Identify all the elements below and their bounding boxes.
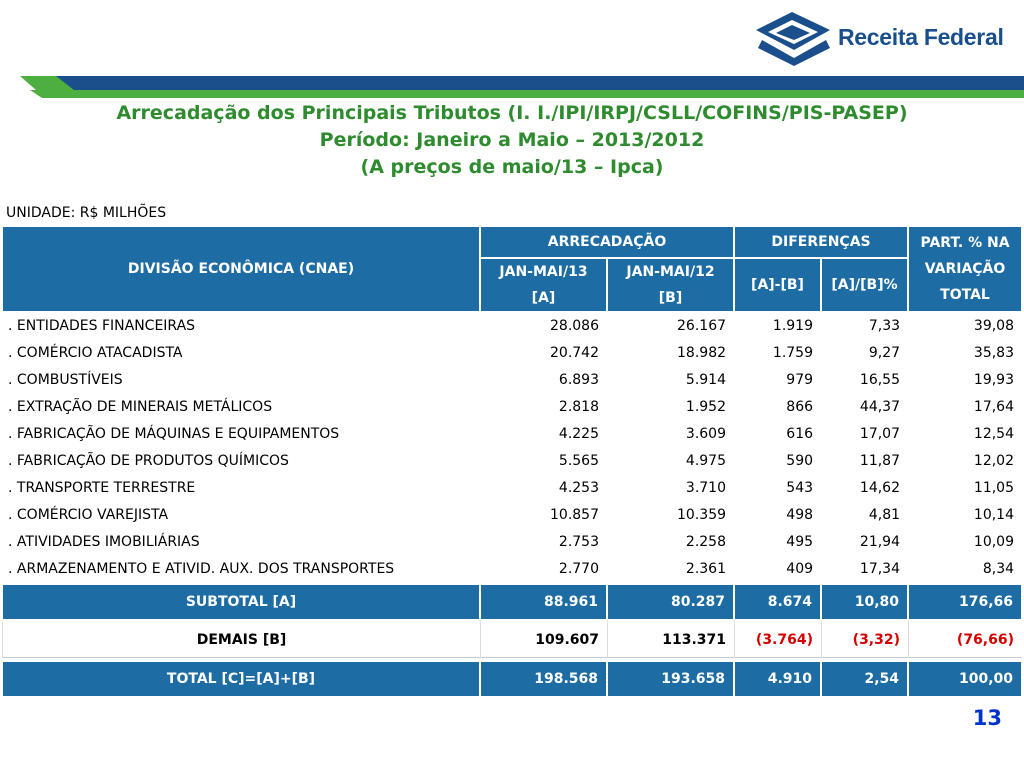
row-name: . COMÉRCIO ATACADISTA — [8, 344, 183, 361]
row-pct: 4,81 — [868, 506, 901, 523]
total-value-b: 193.658 — [607, 658, 734, 696]
row-pct: 44,37 — [859, 398, 901, 415]
row-diff: 495 — [786, 533, 814, 550]
row-value-a: 4.253 — [558, 479, 599, 496]
row-part: 8,34 — [982, 560, 1015, 577]
row-value-a: 28.086 — [550, 317, 599, 334]
col-diff-header: [A]-[B] — [734, 258, 821, 312]
col-part-line-1: PART. % NA — [920, 235, 1010, 251]
row-pct: 21,94 — [859, 533, 901, 550]
col-b-line-1: JAN-MAI/12 — [626, 264, 715, 280]
row-diff: 616 — [786, 425, 814, 442]
table-row — [2, 528, 1022, 555]
table-row — [2, 447, 1022, 474]
demais-label: DEMAIS [B] — [2, 619, 480, 658]
demais-pct: (3,32) — [821, 619, 908, 658]
row-diff: 979 — [786, 371, 814, 388]
row-value-b: 5.914 — [685, 371, 727, 388]
row-value-a: 5.565 — [558, 452, 599, 469]
row-value-b: 2.258 — [685, 533, 727, 550]
col-part-header — [908, 226, 1022, 312]
revenue-table — [2, 226, 1022, 696]
subtotal-part: 176,66 — [908, 582, 1022, 619]
row-pct: 9,27 — [868, 344, 901, 361]
row-name: . COMÉRCIO VAREJISTA — [8, 506, 169, 523]
subtotal-diff: 8.674 — [734, 582, 821, 619]
row-name: . ATIVIDADES IMOBILIÁRIAS — [8, 533, 200, 550]
row-value-b: 3.710 — [685, 479, 727, 496]
row-value-a: 6.893 — [558, 371, 599, 388]
total-diff: 4.910 — [734, 658, 821, 696]
row-part: 10,14 — [973, 506, 1015, 523]
row-pct: 14,62 — [859, 479, 901, 496]
row-diff: 543 — [786, 479, 814, 496]
row-diff: 866 — [786, 398, 814, 415]
total-row — [2, 658, 1022, 696]
row-pct: 11,87 — [859, 452, 901, 469]
row-name: . FABRICAÇÃO DE PRODUTOS QUÍMICOS — [8, 452, 289, 469]
row-diff: 1.759 — [772, 344, 814, 361]
receita-federal-logo — [748, 10, 1004, 68]
row-value-a: 2.753 — [558, 533, 599, 550]
total-part: 100,00 — [908, 658, 1022, 696]
table-row — [2, 339, 1022, 366]
col-a-line-1: JAN-MAI/13 — [499, 264, 588, 280]
header-band — [0, 76, 1024, 98]
row-value-b: 1.952 — [685, 398, 727, 415]
row-value-b: 26.167 — [677, 317, 727, 334]
row-name: . FABRICAÇÃO DE MÁQUINAS E EQUIPAMENTOS — [8, 425, 340, 442]
row-value-a: 4.225 — [558, 425, 599, 442]
total-label: TOTAL [C]=[A]+[B] — [2, 658, 480, 696]
row-part: 19,93 — [973, 371, 1015, 388]
row-part: 11,05 — [973, 479, 1015, 496]
demais-value-a: 109.607 — [480, 619, 607, 658]
table-row — [2, 555, 1022, 582]
title-line-2: Período: Janeiro a Maio – 2013/2012 — [319, 129, 705, 151]
row-name: . COMBUSTÍVEIS — [8, 371, 123, 388]
row-name: . EXTRAÇÃO DE MINERAIS METÁLICOS — [8, 398, 273, 415]
row-part: 39,08 — [973, 317, 1015, 334]
row-pct: 17,07 — [859, 425, 901, 442]
row-value-a: 20.742 — [550, 344, 599, 361]
table-row — [2, 366, 1022, 393]
demais-row — [2, 619, 1022, 658]
row-value-b: 18.982 — [677, 344, 727, 361]
demais-diff: (3.764) — [734, 619, 821, 658]
row-value-a: 2.818 — [558, 398, 599, 415]
row-value-b: 2.361 — [685, 560, 727, 577]
table-row — [2, 420, 1022, 447]
col-a-line-2: [A] — [531, 290, 556, 306]
brand-name: Receita Federal — [838, 24, 1004, 50]
col-pct-header: [A]/[B]% — [821, 258, 908, 312]
title-line-3: (A preços de maio/13 – Ipca) — [360, 156, 664, 178]
row-pct: 17,34 — [859, 560, 901, 577]
title-line-1: Arrecadação dos Principais Tributos (I. I./IPI/IRPJ/CSLL/COFINS/PIS-PASEP) — [116, 102, 908, 124]
row-part: 35,83 — [973, 344, 1015, 361]
table-row — [2, 393, 1022, 420]
row-part: 12,02 — [973, 452, 1015, 469]
table-row — [2, 312, 1022, 339]
row-name: . ENTIDADES FINANCEIRAS — [8, 317, 196, 334]
row-value-b: 4.975 — [685, 452, 727, 469]
row-diff: 590 — [786, 452, 814, 469]
subtotal-pct: 10,80 — [821, 582, 908, 619]
subtotal-label: SUBTOTAL [A] — [2, 582, 480, 619]
row-part: 17,64 — [973, 398, 1015, 415]
group-diferencas-header: DIFERENÇAS — [734, 226, 908, 258]
total-pct: 2,54 — [821, 658, 908, 696]
row-name: . ARMAZENAMENTO E ATIVID. AUX. DOS TRANSPORTES — [8, 560, 395, 577]
page-number: 13 — [972, 706, 1002, 730]
col-a-header — [480, 258, 607, 312]
row-part: 10,09 — [973, 533, 1015, 550]
subtotal-value-b: 80.287 — [607, 582, 734, 619]
col-b-header — [607, 258, 734, 312]
row-part: 12,54 — [973, 425, 1015, 442]
row-value-b: 3.609 — [685, 425, 727, 442]
col-division-header: DIVISÃO ECONÔMICA (CNAE) — [2, 226, 480, 312]
table-row — [2, 474, 1022, 501]
col-b-line-2: [B] — [658, 290, 683, 306]
row-diff: 1.919 — [772, 317, 814, 334]
total-value-a: 198.568 — [480, 658, 607, 696]
row-value-a: 2.770 — [558, 560, 599, 577]
col-part-line-2: VARIAÇÃO — [924, 261, 1006, 277]
demais-value-b: 113.371 — [607, 619, 734, 658]
subtotal-value-a: 88.961 — [480, 582, 607, 619]
unit-label: UNIDADE: R$ MILHÕES — [6, 205, 167, 221]
row-diff: 498 — [786, 506, 814, 523]
demais-part: (76,66) — [908, 619, 1022, 658]
row-value-b: 10.359 — [677, 506, 727, 523]
row-pct: 7,33 — [868, 317, 901, 334]
col-part-line-3: TOTAL — [940, 287, 990, 303]
receita-federal-logo-icon — [748, 10, 838, 68]
row-diff: 409 — [786, 560, 814, 577]
table-row — [2, 501, 1022, 528]
page-title — [0, 100, 1024, 181]
row-name: . TRANSPORTE TERRESTRE — [8, 479, 196, 496]
row-pct: 16,55 — [859, 371, 901, 388]
row-value-a: 10.857 — [550, 506, 599, 523]
group-arrecadacao-header: ARRECADAÇÃO — [480, 226, 734, 258]
subtotal-row — [2, 582, 1022, 619]
